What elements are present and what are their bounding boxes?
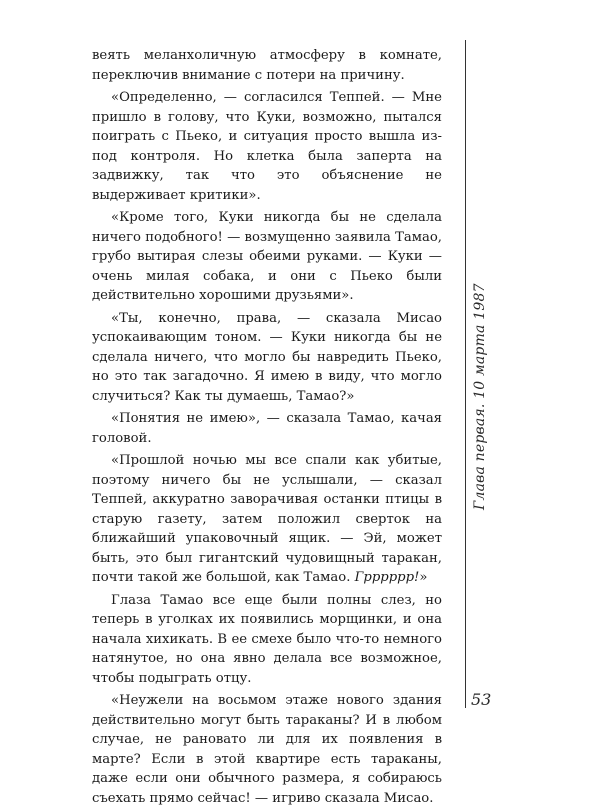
paragraph-4: «Ты, конечно, права, — сказала Мисао успокаивающим тоном. — Куки никогда бы не сделала ничего, что могло бы навредить Пьеко, но это так загадочно. Я имею в виду, что могло случиться? Как ты думаешь, Тамао?» [92, 310, 442, 404]
paragraph-7: Глаза Тамао все еще были полны слез, но теперь в уголках их появились морщинки, и она начала хихикать. В ее смехе было что-то немного натянутое, но она явно делала все возможное, чтобы подыграть отцу. [92, 592, 442, 686]
page-number: 53 [471, 690, 492, 709]
paragraph-6-main: «Прошлой ночью мы все спали как убитые, поэтому ничего бы не услышали, — сказал Теппей, аккуратно заворачивая останки птицы в старую газету, затем положил сверток на ближайший упаковочный ящик. — Эй, может быть, это был гигантский чудовищный таракан, почти такой же большой, как Тамао. [92, 453, 442, 585]
paragraph-3: «Кроме того, Куки никогда бы не сделала ничего подобного! — возмущенно заявила Тамао, грубо вытирая слезы обеими руками. — Куки — очень милая собака, и они с Пьеко были действительно хорошими друзьями». [92, 210, 442, 303]
margin-rule [465, 40, 466, 708]
paragraph-2: «Определенно, — согласился Теппей. — Мне пришло в голову, что Куки, возможно, пытался поиграть с Пьеко, и ситуация просто вышла из-под контроля. Но клетка была заперта на задвижку, так что это объяснение не выдерживает критики». [92, 90, 442, 203]
paragraph-8: «Неужели на восьмом этаже нового здания действительно могут быть тараканы? И в любом случае, не рановато ли для их появления в марте? Если в этой квартире есть тараканы, даже если они обычного размера, я собираюсь съехать прямо сейчас! — игриво сказала Мисао. [92, 693, 442, 806]
paragraph-6-growl: Грррррр! [354, 570, 420, 585]
paragraph-6-quote-end: » [419, 570, 428, 585]
running-head: Глава первая. 10 марта 1987 [472, 283, 488, 510]
paragraph-1: веять меланхоличную атмосферу в комнате, переключив внимание с потери на причину. [92, 48, 442, 83]
paragraph-6 [92, 451, 442, 588]
paragraph-5: «Понятия не имею», — сказала Тамао, качая головой. [92, 411, 442, 446]
body-text [92, 46, 442, 811]
